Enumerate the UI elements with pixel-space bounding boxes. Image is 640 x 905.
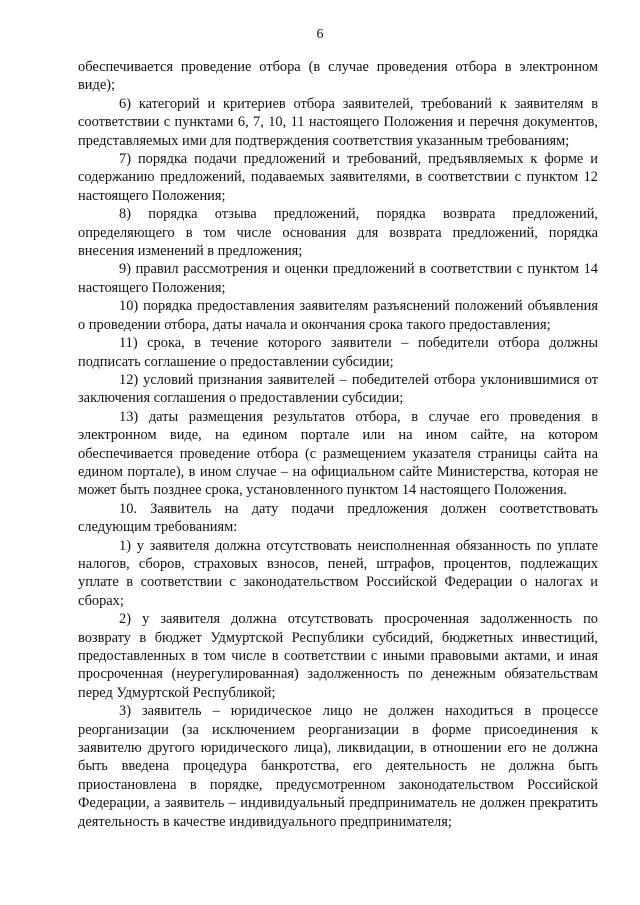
page-number: 6	[316, 27, 324, 42]
paragraph-section-10: 10. Заявитель на дату подачи предложения должен соответствовать следующим требованиям:	[78, 500, 598, 536]
paragraph-item-13: 13) даты размещения результатов отбора, в случае его проведения в электронном виде, на едином портале или на ином сайте, на котором обеспечивается проведение отбора (с размещением указателя страницы сайта на едином портале), в ином случае – на официальном сайте Министерства, которая не может быть позднее срока, установленного пунктом 14 настоящего Положения.	[78, 408, 598, 499]
paragraph-item-12: 12) условий признания заявителей – победителей отбора уклонившимися от заключения соглашения о предоставлении субсидии;	[78, 371, 598, 407]
document-body	[78, 58, 598, 831]
paragraph-requirement-3: 3) заявитель – юридическое лицо не должен находиться в процессе реорганизации (за исключением реорганизации в форме присоединения к заявителю другого юридического лица), ликвидации, в отношении его не должна быть введена процедура банкротства, его деятельность не должна быть приостановлена в порядке, предусмотренном законодательством Российской Федерации, а заявитель – индивидуальный предприниматель не должен прекратить деятельность в качестве индивидуального предпринимателя;	[78, 703, 598, 830]
paragraph-continuation: обеспечивается проведение отбора (в случае проведения отбора в электронном виде);	[78, 59, 598, 94]
paragraph-item-7: 7) порядка подачи предложений и требований, предъявляемых к форме и содержанию предложений, подаваемых заявителями, в соответствии с пунктом 12 настоящего Положения;	[78, 151, 598, 204]
paragraph-requirement-2: 2) у заявителя должна отсутствовать просроченная задолженность по возврату в бюджет Удмуртской Республики субсидий, бюджетных инвестиций, предоставленных в том числе в соответствии с иными правовыми актами, и иная просроченная (неурегулированная) задолженность по денежным обязательствам перед Удмуртской Республикой;	[78, 611, 598, 701]
paragraph-item-10: 10) порядка предоставления заявителям разъяснений положений объявления о проведении отбора, даты начала и окончания срока такого предоставления;	[78, 298, 598, 333]
paragraph-item-6: 6) категорий и критериев отбора заявителей, требований к заявителям в соответствии с пунктами 6, 7, 10, 11 настоящего Положения и перечня документов, представляемых ими для подтверждения соответствия указанным требованиям;	[78, 95, 598, 149]
paragraph-requirement-1: 1) у заявителя должна отсутствовать неисполненная обязанность по уплате налогов, сборов, страховых взносов, пеней, штрафов, процентов, подлежащих уплате в соответствии с законодательством Российской Федерации о налогах и сборах;	[78, 537, 598, 609]
paragraph-item-9: 9) правил рассмотрения и оценки предложений в соответствии с пунктом 14 настоящего Положения;	[78, 261, 598, 296]
paragraph-item-8: 8) порядка отзыва предложений, порядка возврата предложений, определяющего в том числе основания для возврата предложений, порядка внесения изменений в предложения;	[78, 206, 598, 260]
paragraph-item-11: 11) срока, в течение которого заявители – победители отбора должны подписать соглашение о предоставлении субсидии;	[78, 335, 598, 370]
